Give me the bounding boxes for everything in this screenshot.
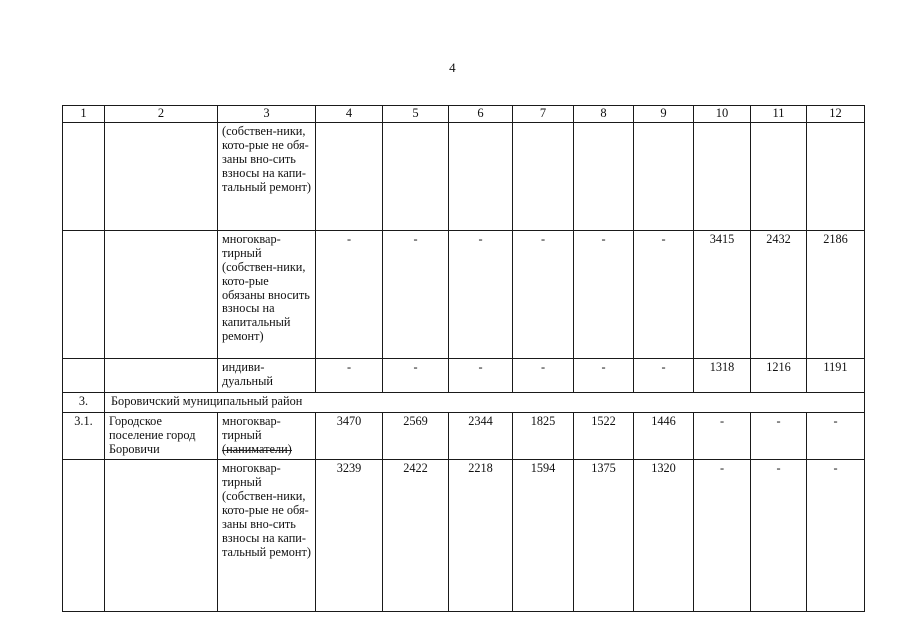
value-col9: - (634, 359, 694, 393)
municipality-name: Городское поселение город Боровичи (105, 412, 218, 460)
value-col12: 1191 (807, 359, 865, 393)
value-col4: - (316, 231, 383, 359)
value-col6: 2344 (449, 412, 513, 460)
section-name: Боровичский муниципальный район (105, 392, 865, 412)
value-col10 (694, 123, 751, 231)
column-number-1: 1 (63, 106, 105, 123)
value-col6: - (449, 359, 513, 393)
housing-type: многоквар-тирный (собствен-ники, кото-рые обязаны вносить взносы на капитальный ремонт) (218, 231, 316, 359)
housing-type: индиви-дуальный (218, 359, 316, 393)
table-row (63, 460, 865, 612)
value-col5: - (383, 359, 449, 393)
column-number-9: 9 (634, 106, 694, 123)
value-col4: 3470 (316, 412, 383, 460)
value-col6: - (449, 231, 513, 359)
value-col8: - (574, 359, 634, 393)
row-number (63, 123, 105, 231)
value-col11 (751, 123, 807, 231)
value-col7 (513, 123, 574, 231)
value-col4: - (316, 359, 383, 393)
value-col10: - (694, 460, 751, 612)
value-col10: - (694, 412, 751, 460)
housing-type-label: многоквар-тирный (222, 413, 281, 442)
municipality-name (105, 359, 218, 393)
value-col8: 1375 (574, 460, 634, 612)
data-table-container (62, 105, 848, 612)
column-number-2: 2 (105, 106, 218, 123)
value-col8 (574, 123, 634, 231)
table-row (63, 123, 865, 231)
housing-type: (собствен-ники, кото-рые не обя-заны вно-сить взносы на капи-тальный ремонт) (218, 123, 316, 231)
column-number-4: 4 (316, 106, 383, 123)
value-col9: 1320 (634, 460, 694, 612)
value-col4 (316, 123, 383, 231)
value-col5 (383, 123, 449, 231)
housing-type (218, 412, 316, 460)
section-row (63, 392, 865, 412)
page-number: 4 (449, 60, 456, 75)
value-col11: - (751, 412, 807, 460)
value-col11: - (751, 460, 807, 612)
value-col11: 1216 (751, 359, 807, 393)
value-col9: - (634, 231, 694, 359)
value-col12: - (807, 412, 865, 460)
value-col5: - (383, 231, 449, 359)
row-number (63, 231, 105, 359)
value-col7: 1825 (513, 412, 574, 460)
municipality-name (105, 123, 218, 231)
value-col12: 2186 (807, 231, 865, 359)
column-number-6: 6 (449, 106, 513, 123)
value-col8: 1522 (574, 412, 634, 460)
value-col12 (807, 123, 865, 231)
column-number-8: 8 (574, 106, 634, 123)
value-col7: 1594 (513, 460, 574, 612)
table-row (63, 231, 865, 359)
value-col10: 1318 (694, 359, 751, 393)
value-col9: 1446 (634, 412, 694, 460)
value-col6: 2218 (449, 460, 513, 612)
housing-type-struck-note: (наниматели) (222, 441, 292, 456)
table-row (63, 359, 865, 393)
municipality-name (105, 460, 218, 612)
row-number: 3.1. (63, 412, 105, 460)
row-number (63, 359, 105, 393)
value-col5: 2422 (383, 460, 449, 612)
column-number-5: 5 (383, 106, 449, 123)
column-number-3: 3 (218, 106, 316, 123)
value-col7: - (513, 359, 574, 393)
value-col7: - (513, 231, 574, 359)
column-number-11: 11 (751, 106, 807, 123)
column-number-7: 7 (513, 106, 574, 123)
table-column-number-row (63, 106, 865, 123)
value-col12: - (807, 460, 865, 612)
value-col11: 2432 (751, 231, 807, 359)
value-col9 (634, 123, 694, 231)
table-row (63, 412, 865, 460)
value-col6 (449, 123, 513, 231)
row-number (63, 460, 105, 612)
section-number: 3. (63, 392, 105, 412)
value-col4: 3239 (316, 460, 383, 612)
value-col5: 2569 (383, 412, 449, 460)
value-col8: - (574, 231, 634, 359)
value-col10: 3415 (694, 231, 751, 359)
column-number-12: 12 (807, 106, 865, 123)
municipality-name (105, 231, 218, 359)
column-number-10: 10 (694, 106, 751, 123)
housing-type: многоквар-тирный (собствен-ники, кото-рые не обя-заны вно-сить взносы на капи-тальный ремонт) (218, 460, 316, 612)
data-table (62, 105, 865, 612)
